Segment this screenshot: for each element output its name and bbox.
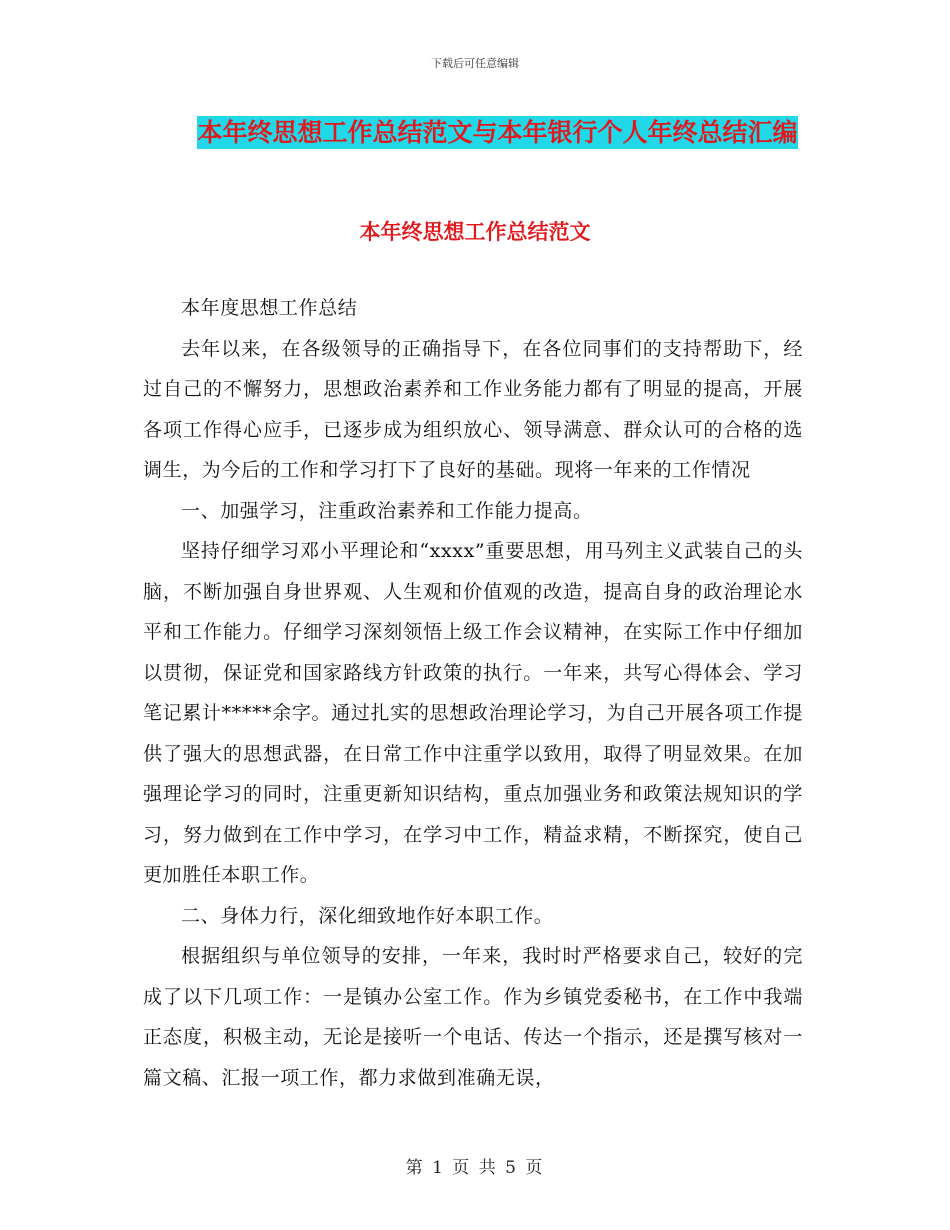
paragraph: 坚持仔细学习邓小平理论和“xxxx”重要思想，用马列主义武装自己的头脑，不断加强自身世界观、人生观和价值观的改造，提高自身的政治理论水平和工作能力。仔细学习深刻领悟上级工作会议精神，在实际工作中仔细加以贯彻，保证党和国家路线方针政策的执行。一年来，共写心得体会、学习笔记累计*****余字。通过扎实的思想政治理论学习，为自己开展各项工作提供了强大的思想武器，在日常工作中注重学以致用，取得了明显效果。在加强理论学习的同时，注重更新知识结构，重点加强业务和政策法规知识的学习，努力做到在工作中学习，在学习中工作，精益求精，不断探究，使自己更加胜任本职工作。	[143, 540, 803, 886]
paragraph: 本年度思想工作总结	[181, 297, 358, 319]
header-note: 下载后可任意编辑	[431, 57, 519, 70]
main-title	[185, 110, 810, 156]
paragraph: 一、加强学习，注重政治素养和工作能力提高。	[181, 499, 593, 522]
paragraph: 二、身体力行，深化细致地作好本职工作。	[181, 904, 554, 927]
main-title-text: 本年终思想工作总结范文与本年银行个人年终总结汇编	[197, 118, 798, 147]
section-title: 本年终思想工作总结范文	[359, 220, 591, 244]
body-text	[143, 288, 803, 1098]
paragraph: 去年以来，在各级领导的正确指导下，在各位同事们的支持帮助下，经过自己的不懈努力，思想政治素养和工作业务能力都有了明显的提高，开展各项工作得心应手，已逐步成为组织放心、领导满意、群众认可的合格的选调生，为今后的工作和学习打下了良好的基础。现将一年来的工作情况	[143, 337, 803, 481]
page-footer: 第 1 页 共 5 页	[405, 1158, 545, 1178]
paragraph: 根据组织与单位领导的安排，一年来，我时时严格要求自己，较好的完成了以下几项工作：一是镇办公室工作。作为乡镇党委秘书，在工作中我端正态度，积极主动，无论是接听一个电话、传达一个指示，还是撰写核对一篇文稿、汇报一项工作，都力求做到准确无误，	[143, 945, 803, 1089]
